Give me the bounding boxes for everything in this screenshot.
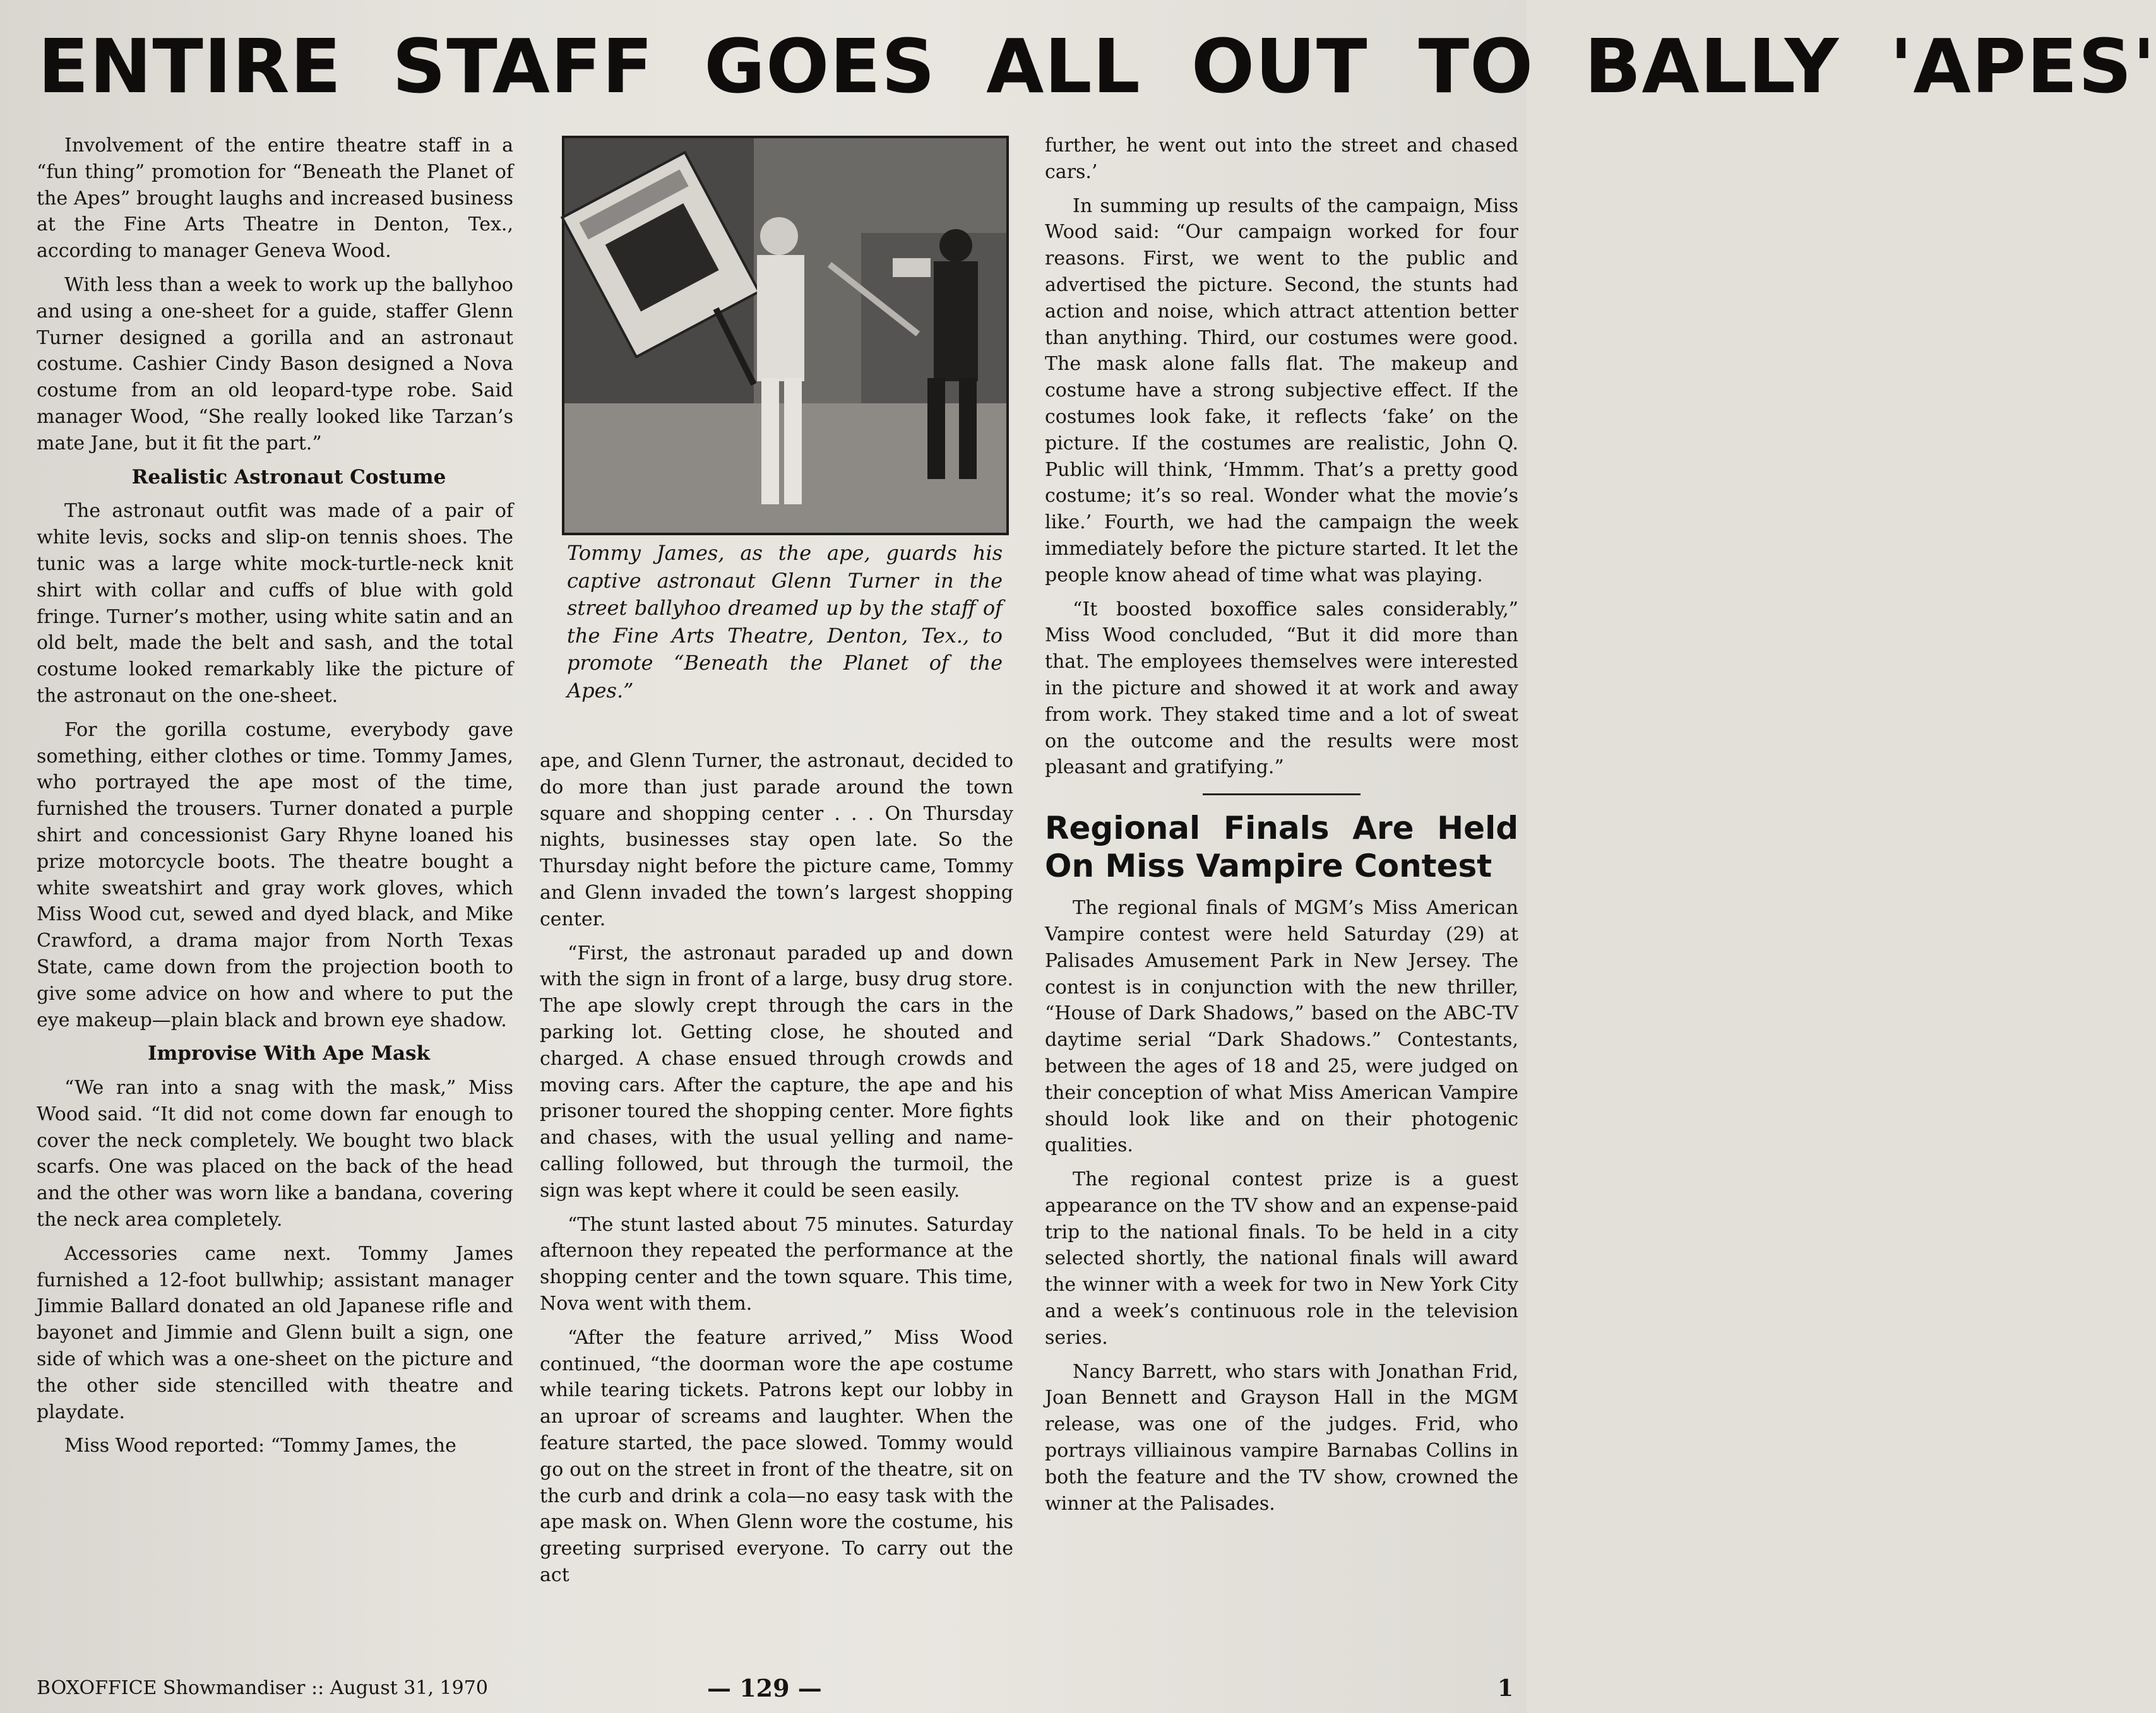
headline: ENTIRE STAFF GOES ALL OUT TO BALLY 'APES' — [38, 23, 2156, 110]
paragraph: further, he went out into the street and chased cars.’ — [1045, 134, 1518, 183]
paragraph: The regional finals of MGM’s Miss American Vampire contest were held Saturday (29) at Palisades Amusement Park in New Jersey. The contest is in conjunction with the new thriller, “House of Dark Shadows,” based on the ABC-TV daytime serial “Dark Shadows.” Contestants, between the ages of 18 and 25, were judged on their conception of what Miss American Vampire should look like and on their photogenic qualities. — [1045, 897, 1518, 1157]
subheading: Improvise With Ape Mask — [147, 1042, 431, 1065]
paragraph: “After the feature arrived,” Miss Wood continued, “the doorman wore the ape costume while tearing tickets. Patrons kept our lobby in an uproar of screams and laughter. When the feature started, the pace slowed. Tommy would go out on the street in front of the theatre, sit on the curb and drink a cola—no easy task with the ape mask on. When Glenn wore the costume, his greeting surprised everyone. To carry out the act — [540, 1326, 1013, 1586]
page-number: — 129 — — [707, 1674, 822, 1702]
paragraph: Accessories came next. Tommy James furnished a 12-foot bullwhip; assistant manager Jimmie Ballard donated an old Japanese rifle and bayonet and Jimmie and Glenn built a sign, one side of which was a one-sheet on the picture and the other side stencilled with theatre and playdate. — [37, 1242, 513, 1423]
column-right — [1045, 133, 1518, 1524]
paragraph: “We ran into a snag with the mask,” Miss Wood said. “It did not come down far enough to cover the neck completely. We bought two black scarfs. One was placed on the back of the head and the other was worn like a bandana, covering the neck area completely. — [37, 1077, 513, 1231]
paragraph: In summing up results of the campaign, Miss Wood said: “Our campaign worked for four reasons. First, we went to the public and advertised the picture. Second, the stunts had action and noise, which attract attention better than anything. Third, our costumes were good. The mask alone falls flat. The makeup and costume have a strong subjective effect. If the costumes look fake, it reflects ‘fake’ on the picture. If the costumes are realistic, John Q. Public will think, ‘Hmmm. That’s a pretty good costume; it’s so real. Wonder what the movie’s like.’ Fourth, we had the campaign the week immediately before the picture started. It let the people know ahead of time what was playing. — [1045, 194, 1518, 586]
paragraph: For the gorilla costume, everybody gave something, either clothes or time. Tommy James, who portrayed the ape most of the time, furnished the trousers. Turner donated a purple shirt and concessionist Gary Rhyne loaned his prize motorcycle boots. The theatre bought a white sweatshirt and gray work gloves, which Miss Wood cut, sewed and dyed black, and Mike Crawford, a drama major from North Texas State, came down from the projection booth to give some advice on how and where to put the eye makeup—plain black and brown eye shadow. — [37, 718, 513, 1031]
subheading: Realistic Astronaut Costume — [131, 465, 446, 489]
paragraph: The astronaut outfit was made of a pair of white levis, socks and slip-on tennis shoes. The tunic was a large white mock-turtle-neck knit shirt with collar and cuffs of blue with gold fringe. Turner’s mother, using white satin and an old belt, made the belt and sash, and the total costume looked remarkably like the picture of the astronaut on the one-sheet. — [37, 500, 513, 707]
paragraph: Nancy Barrett, who stars with Jonathan Frid, Joan Bennett and Grayson Hall in the MGM release, was one of the judges. Frid, who portrays villiainous vampire Barnabas Collins in both the feature and the TV show, crowned the winner at the Palisades. — [1045, 1360, 1518, 1515]
divider — [1203, 793, 1361, 795]
paragraph: “The stunt lasted about 75 minutes. Saturday afternoon they repeated the performance at the shopping center and the town square. This time, Nova went with them. — [540, 1213, 1013, 1315]
paragraph: Miss Wood reported: “Tommy James, the — [64, 1435, 456, 1457]
regional-headline: Regional Finals Are Held On Miss Vampire Contest — [1045, 810, 1518, 885]
page-footer — [0, 1673, 1527, 1704]
publication-credit: BOXOFFICE Showmandiser :: August 31, 1970 — [37, 1677, 488, 1699]
photo-caption: Tommy James, as the ape, guards his captive astronaut Glenn Turner in the street ballyhoo dreamed up by the staff of the Fine Arts Theatre, Denton, Tex., to promote “Beneath the Planet of the Apes.” — [567, 541, 1003, 702]
paragraph: “It boosted boxoffice sales considerably,” Miss Wood concluded, “But it did more than that. The employees themselves were interested in the picture and showed it at work and away from work. They staked time and a lot of sweat on the outcome and the results were most pleasant and gratifying.” — [1045, 598, 1518, 779]
paragraph: Involvement of the entire theatre staff in a “fun thing” promotion for “Beneath the Planet of the Apes” brought laughs and increased business at the Fine Arts Theatre in Denton, Tex., according to manager Geneva Wood. — [37, 134, 513, 263]
paragraph: The regional contest prize is a guest appearance on the TV show and an expense-paid trip to the national finals. To be held in a city selected shortly, the national finals will award the winner with a week for two in New York City and a week’s continuous role in the television series. — [1045, 1168, 1518, 1349]
news-photo — [562, 136, 1009, 535]
photo-illustration — [564, 138, 1006, 533]
edge-mark: 1 — [1498, 1675, 1514, 1702]
paragraph: ape, and Glenn Turner, the astronaut, decided to do more than just parade around the town square and shopping center . . . On Thursday nights, businesses stay open late. So the Thursday night before the picture came, Tommy and Glenn invaded the town’s largest shopping center. — [540, 750, 1013, 930]
paragraph: With less than a week to work up the ballyhoo and using a one-sheet for a guide, staffer Glenn Turner designed a gorilla and an astronaut costume. Cashier Cindy Bason designed a Nova costume from an old leopard-type robe. Said manager Wood, “She really looked like Tarzan’s mate Jane, but it fit the part.” — [37, 273, 513, 454]
column-middle — [540, 748, 1013, 1596]
column-left — [37, 133, 513, 1467]
paragraph: “First, the astronaut paraded up and down with the sign in front of a large, busy drug store. The ape slowly crept through the cars in the parking lot. Getting close, he shouted and charged. A chase ensued through crowds and moving cars. After the capture, the ape and his prisoner toured the shopping center. More fights and chases, with the usual yelling and name-calling followed, but through the turmoil, the sign was kept where it could be seen easily. — [540, 942, 1013, 1202]
